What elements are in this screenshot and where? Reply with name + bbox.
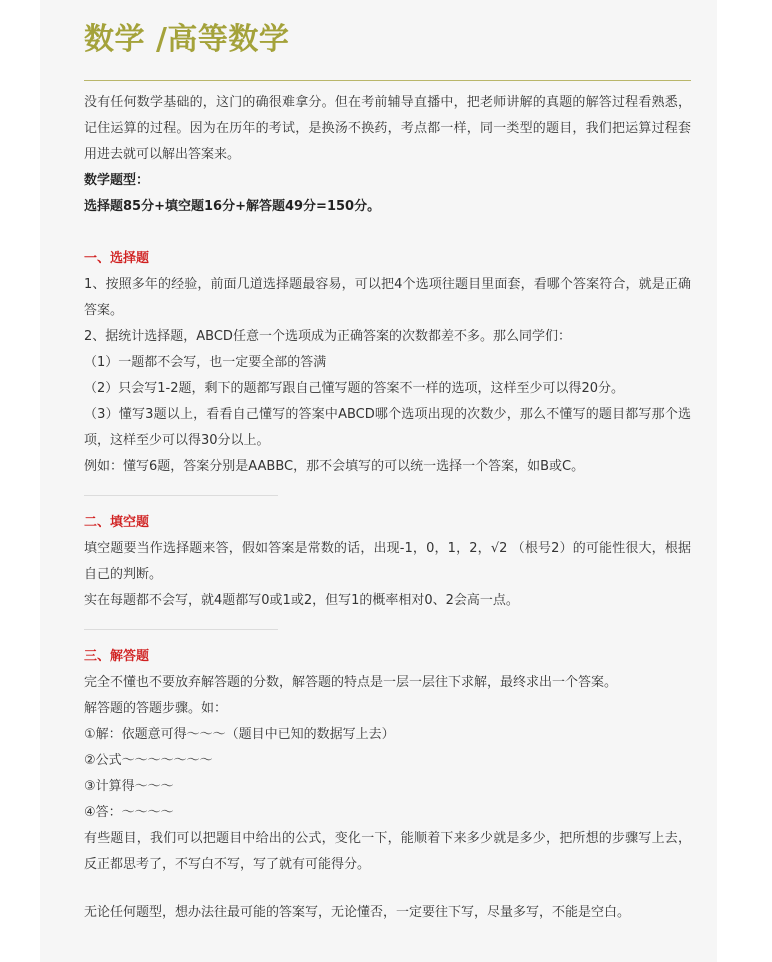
- spacer: [84, 878, 691, 900]
- choice-paragraph: 2、据统计选择题，ABCD任意一个选项成为正确答案的次数都差不多。那么同学们：: [84, 329, 571, 344]
- closing-paragraph: 无论任何题型，想办法往最可能的答案写，无论懂否，一定要往下写，尽量多写，不能是空白。: [84, 905, 631, 920]
- answer-paragraph: 完全不懂也不要放弃解答题的分数，解答题的特点是一层一层往下求解，最终求出一个答案。: [84, 675, 618, 690]
- article-body: [84, 90, 691, 926]
- answer-step: ④答：～～～～: [84, 805, 174, 820]
- intro-paragraph: 没有任何数学基础的，这门的确很难拿分。但在考前辅导直播中，把老师讲解的真题的解答过程看熟悉，记住运算的过程。因为在历年的考试，是换汤不换药，考点都一样，同一类型的题目，我们把运算过程套用进去就可以解出答案来。: [84, 95, 691, 162]
- answer-step: ③计算得～～～: [84, 779, 174, 794]
- fill-blank-paragraph: 填空题要当作选择题来答，假如答案是常数的话，出现-1，0，1，2，√2 （根号2）的可能性很大，根据自己的判断。: [84, 541, 691, 582]
- section-heading-choice: 一、选择题: [84, 251, 150, 266]
- spacer: [84, 220, 691, 246]
- answer-paragraph: 解答题的答题步骤。如：: [84, 701, 228, 716]
- section-heading-fill-blank: 二、填空题: [84, 515, 150, 530]
- article-card: [40, 0, 717, 962]
- question-types-label: 数学题型：: [84, 173, 150, 188]
- choice-paragraph: （3）懂写3题以上，看看自己懂写的答案中ABCD哪个选项出现的次数少，那么不懂写的题目都写那个选项，这样至少可以得30分以上。: [84, 407, 691, 448]
- section-heading-answer: 三、解答题: [84, 649, 150, 664]
- fill-blank-paragraph: 实在每题都不会写，就4题都写0或1或2，但写1的概率相对0、2会高一点。: [84, 593, 519, 608]
- choice-paragraph: （1）一题都不会写，也一定要全部的答满: [84, 355, 327, 370]
- answer-paragraph: 有些题目，我们可以把题目中给出的公式，变化一下，能顺着下来多少就是多少，把所想的步骤写上去，反正都思考了，不写白不写，写了就有可能得分。: [84, 831, 691, 872]
- section-divider: [84, 495, 278, 496]
- question-types-score: 选择题85分+填空题16分+解答题49分=150分。: [84, 199, 381, 214]
- section-divider: [84, 629, 278, 630]
- choice-paragraph: （2）只会写1-2题，剩下的题都写跟自己懂写题的答案不一样的选项，这样至少可以得20分。: [84, 381, 625, 396]
- answer-step: ①解：依题意可得～～～（题目中已知的数据写上去）: [84, 727, 395, 742]
- choice-paragraph: 1、按照多年的经验，前面几道选择题最容易，可以把4个选项往题目里面套，看哪个答案符合，就是正确答案。: [84, 277, 691, 318]
- page-title: 数学 /高等数学: [84, 22, 290, 57]
- title-divider: [84, 80, 691, 81]
- choice-example: 例如：懂写6题，答案分别是AABBC，那不会填写的可以统一选择一个答案，如B或C。: [84, 459, 585, 474]
- answer-step: ②公式～～～～～～～: [84, 753, 213, 768]
